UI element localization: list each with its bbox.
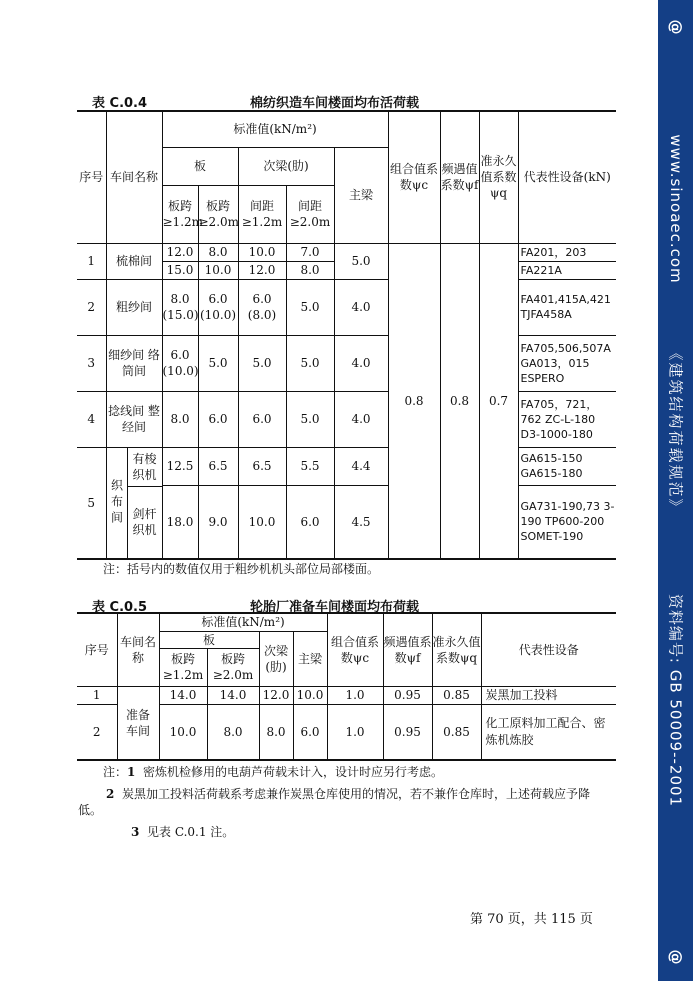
note-2 [78, 786, 613, 818]
row5a-name: 有梭织机 [128, 448, 162, 487]
row4-b20: 5.0 [286, 391, 334, 447]
t2-row1-q: 0.85 [432, 686, 481, 704]
row5b-main: 4.5 [334, 486, 388, 559]
row1b-s12: 15.0 [162, 261, 198, 279]
row4-equipment: FA705，721，762 ZC-L-180 D3-1000-180 [518, 391, 616, 447]
row2-b12: 6.0 (8.0) [238, 279, 286, 335]
t2-header-no: 序号 [77, 613, 117, 686]
row5a-s12: 12.5 [162, 447, 198, 486]
header-slab-12: 板跨≥1.2m [162, 185, 198, 243]
row5b-equipment: GA731-190,73 3-190 TP600-200 SOMET-190 [518, 486, 616, 559]
row2-s20: 6.0 (10.0) [198, 279, 238, 335]
note-1-text: 密炼机检修用的电葫芦荷载未计入，设计时应另行考虑。 [143, 765, 444, 779]
row5a-b12: 6.5 [238, 447, 286, 486]
website-text: www.sinoaec.com [666, 134, 685, 284]
at-mark-top: @ [666, 19, 685, 35]
note-label: 注： [103, 765, 128, 779]
header-beam-12: 间距≥1.2m [238, 185, 286, 243]
row3-equipment: FA705,506,507A GA013，015 ESPERO [518, 335, 616, 391]
t2-row2-no: 2 [77, 704, 117, 760]
t2-header-psi-c: 组合值系数ψc [327, 613, 383, 686]
header-main-beam: 主梁 [334, 147, 388, 243]
table1-caption-number: 表 C.0.4 [92, 96, 148, 111]
t2-header-psi-q: 准永久值系数ψq [432, 613, 481, 686]
header-psi-f: 频遇值系数ψf [440, 111, 479, 243]
row1-b12: 10.0 [238, 243, 286, 261]
t2-row2-s20: 8.0 [207, 704, 259, 760]
row1-name: 梳棉间 [106, 243, 162, 279]
coef-psi-c: 0.8 [388, 243, 440, 559]
row3-s12: 6.0 (10.0) [162, 335, 198, 391]
t2-row2-q: 0.85 [432, 704, 481, 760]
row4-no: 4 [77, 391, 106, 447]
row1b-equipment: FA221A [518, 261, 616, 279]
header-slab: 板 [162, 147, 238, 185]
row2-no: 2 [77, 279, 106, 335]
t2-row1-s12: 14.0 [159, 686, 207, 704]
page-footer: 第 70 页，共 115 页 [470, 912, 593, 927]
t2-header-std-value: 标准值(kN/m²) [159, 613, 327, 631]
t2-header-slab-20: 板跨 ≥2.0m [207, 648, 259, 686]
coef-psi-f: 0.8 [440, 243, 479, 559]
header-no: 序号 [77, 111, 106, 243]
t2-row1-no: 1 [77, 686, 117, 704]
row1-b20: 7.0 [286, 243, 334, 261]
row3-b20: 5.0 [286, 335, 334, 391]
row5-name-cell [106, 447, 162, 559]
row2-b20: 5.0 [286, 279, 334, 335]
row5-no: 5 [77, 447, 106, 559]
table2-caption-number: 表 C.0.5 [92, 600, 148, 615]
row1b-s20: 10.0 [198, 261, 238, 279]
row5-group: 织布间 [107, 448, 128, 558]
row2-s12: 8.0 (15.0) [162, 279, 198, 335]
row1b-b20: 8.0 [286, 261, 334, 279]
table2-notes [78, 764, 613, 840]
note-2-num: 2 [106, 787, 115, 801]
header-psi-q: 准永久值系数ψq [479, 111, 518, 243]
t2-row1-beam: 12.0 [259, 686, 293, 704]
row5b-b12: 10.0 [238, 486, 286, 559]
t2-workshop-name: 准备车间 [117, 686, 159, 760]
book-title-text: 《建筑结构荷载规范》 [666, 345, 684, 516]
row5a-s20: 6.5 [198, 447, 238, 486]
t2-row1-s20: 14.0 [207, 686, 259, 704]
note-3-num: 3 [131, 825, 140, 839]
table2-caption-title: 轮胎厂准备车间楼面均布荷载 [250, 600, 420, 615]
row2-equipment: FA401,415A,421 TJFA458A [518, 279, 616, 335]
t2-row2-main: 6.0 [293, 704, 327, 760]
at-mark-bottom: @ [666, 949, 685, 965]
note-3-text: 见表 C.0.1 注。 [147, 825, 235, 839]
row4-s12: 8.0 [162, 391, 198, 447]
row4-b12: 6.0 [238, 391, 286, 447]
row2-name: 粗纱间 [106, 279, 162, 335]
row1-no: 1 [77, 243, 106, 279]
t2-row1-main: 10.0 [293, 686, 327, 704]
table1-note: 注：括号内的数值仅用于粗纱机机头部位局部楼面。 [103, 562, 380, 576]
row4-s20: 6.0 [198, 391, 238, 447]
row5b-b20: 6.0 [286, 486, 334, 559]
row3-b12: 5.0 [238, 335, 286, 391]
t2-row2-c: 1.0 [327, 704, 383, 760]
t2-row2-f: 0.95 [383, 704, 432, 760]
t2-header-secondary-beam: 次梁(肋) [259, 631, 293, 686]
row4-main: 4.0 [334, 391, 388, 447]
header-equipment: 代表性设备(kN) [518, 111, 616, 243]
row5b-s20: 9.0 [198, 486, 238, 559]
row2-main: 4.0 [334, 279, 388, 335]
row3-main: 4.0 [334, 335, 388, 391]
note-2-text: 炭黑加工投料活荷载系考虑兼作炭黑仓库使用的情况，若不兼作仓库时，上述荷载应予降低。 [78, 787, 591, 817]
t2-row2-beam: 8.0 [259, 704, 293, 760]
row1-equipment: FA201，203 [518, 243, 616, 261]
t2-header-workshop: 车间名称 [117, 613, 159, 686]
header-workshop: 车间名称 [106, 111, 162, 243]
table2 [77, 612, 616, 761]
t2-header-equipment: 代表性设备 [481, 613, 616, 686]
table1 [77, 110, 616, 560]
coef-psi-q: 0.7 [479, 243, 518, 559]
row3-s20: 5.0 [198, 335, 238, 391]
row1-main: 5.0 [334, 243, 388, 279]
header-std-value: 标准值(kN/m²) [162, 111, 388, 147]
row5a-b20: 5.5 [286, 447, 334, 486]
t2-row2-s12: 10.0 [159, 704, 207, 760]
row5b-name: 剑杆织机 [132, 507, 157, 537]
t2-header-slab: 板 [159, 631, 259, 648]
row1-s12: 12.0 [162, 243, 198, 261]
t2-row1-equipment: 炭黑加工投料 [481, 686, 616, 704]
header-psi-c: 组合值系数ψc [388, 111, 440, 243]
header-beam-20: 间距≥2.0m [286, 185, 334, 243]
note-1 [103, 764, 613, 780]
t2-row1-c: 1.0 [327, 686, 383, 704]
t2-row1-f: 0.95 [383, 686, 432, 704]
row1-s20: 8.0 [198, 243, 238, 261]
t2-row2-equipment: 化工原料加工配合、密炼机炼胶 [481, 704, 616, 760]
note-3 [103, 824, 613, 840]
row5a-main: 4.4 [334, 447, 388, 486]
row5a-equipment: GA615-150 GA615-180 [518, 447, 616, 486]
t2-header-slab-12: 板跨 ≥1.2m [159, 648, 207, 686]
header-secondary-beam: 次梁(肋) [238, 147, 334, 185]
row3-no: 3 [77, 335, 106, 391]
row1b-b12: 12.0 [238, 261, 286, 279]
note-1-num: 1 [127, 765, 136, 779]
sidebar-text [658, 0, 693, 981]
table1-caption-title: 棉纺织造车间楼面均布活荷载 [250, 96, 420, 111]
row3-name: 细纱间 络筒间 [106, 335, 162, 391]
t2-header-psi-f: 频遇值系数ψf [383, 613, 432, 686]
doc-number-text: 资料编号: GB 50009--2001 [666, 593, 684, 808]
header-slab-20: 板跨≥2.0m [198, 185, 238, 243]
t2-header-main-beam: 主梁 [293, 631, 327, 686]
row5b-s12: 18.0 [162, 486, 198, 559]
row4-name: 捻线间 整经间 [106, 391, 162, 447]
